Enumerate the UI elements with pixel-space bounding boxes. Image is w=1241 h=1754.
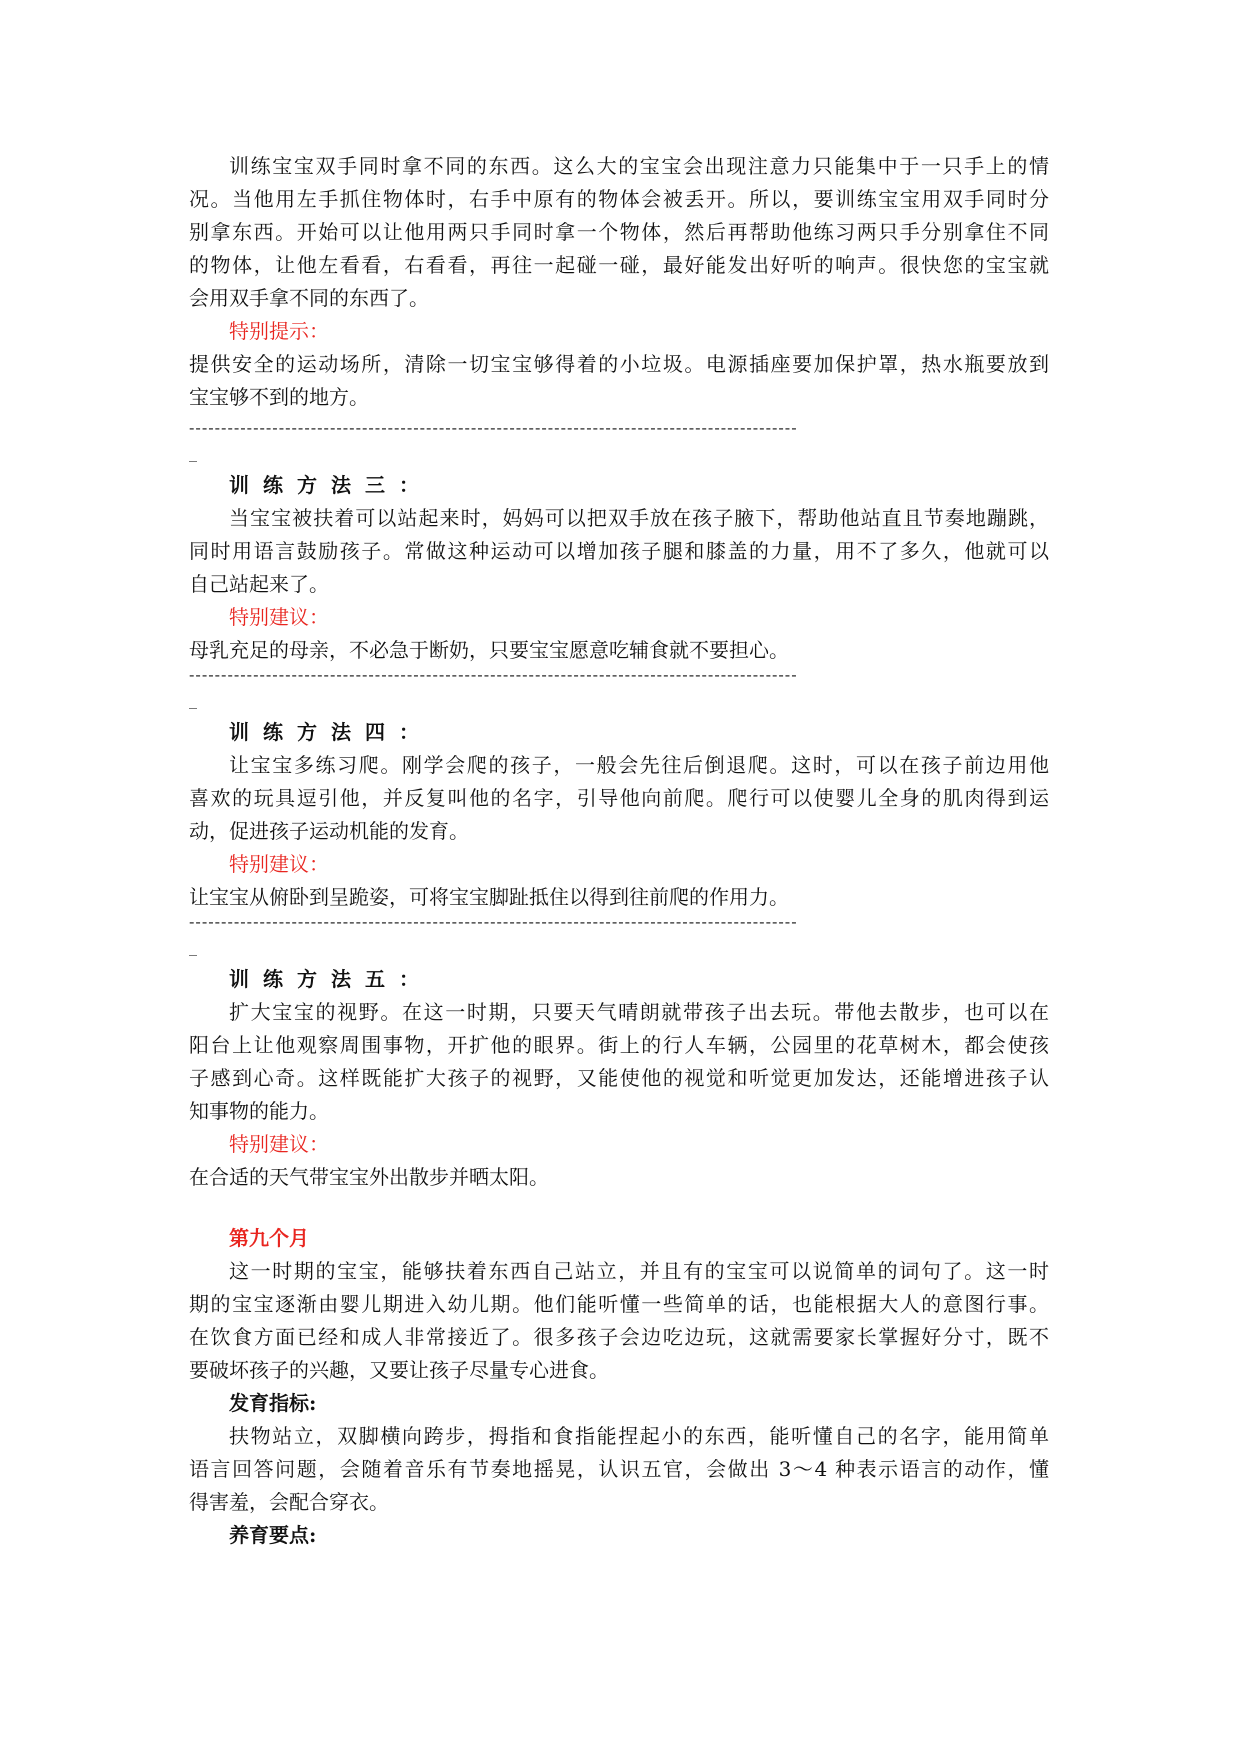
- paragraph-line: 况。当他用左手抓住物体时，右手中原有的物体会被丢开。所以，要训练宝宝用双手同时分: [189, 187, 1049, 211]
- paragraph-line: 让宝宝多练习爬。刚学会爬的孩子，一般会先往后倒退爬。这时，可以在孩子前边用他: [229, 753, 1049, 777]
- dev-text-line: 扶物站立，双脚横向跨步，拇指和食指能捏起小的东西，能听懂自己的名字，能用简单: [229, 1424, 1049, 1448]
- divider-stub: _: [189, 937, 197, 956]
- paragraph-line: 动，促进孩子运动机能的发育。: [189, 819, 469, 843]
- dev-label: 发育指标:: [229, 1391, 317, 1415]
- paragraph-line: 在饮食方面已经和成人非常接近了。很多孩子会边吃边玩，这就需要家长掌握好分寸，既不: [189, 1325, 1049, 1349]
- tip-text-line: 宝宝够不到的地方。: [189, 385, 369, 409]
- section-heading: 训练方法五：: [229, 967, 433, 991]
- section-heading: 训练方法四：: [229, 720, 433, 744]
- paragraph-line: 阳台上让他观察周围事物，开扩他的眼界。街上的行人车辆，公园里的花草树木，都会使孩: [189, 1033, 1049, 1057]
- section-divider: -----------------------------------------------------------------------------------------------: [189, 667, 798, 683]
- paragraph-line: 训练宝宝双手同时拿不同的东西。这么大的宝宝会出现注意力只能集中于一只手上的情: [229, 154, 1049, 178]
- paragraph-line: 会用双手拿不同的东西了。: [189, 286, 429, 310]
- section-divider: -----------------------------------------------------------------------------------------------: [189, 914, 798, 930]
- intro-paragraph: [189, 150, 1049, 315]
- tip-text-line: 让宝宝从俯卧到呈跪姿，可将宝宝脚趾抵住以得到往前爬的作用力。: [189, 885, 789, 909]
- paragraph-line: 子感到心奇。这样既能扩大孩子的视野，又能使他的视觉和听觉更加发达，还能增进孩子认: [189, 1066, 1049, 1090]
- paragraph-line: 期的宝宝逐渐由婴儿期进入幼儿期。他们能听懂一些简单的话，也能根据大人的意图行事。: [189, 1292, 1049, 1316]
- paragraph-line: 自己站起来了。: [189, 572, 329, 596]
- tip-label: 特别建议：: [229, 852, 329, 876]
- paragraph-line: 别拿东西。开始可以让他用两只手同时拿一个物体，然后再帮助他练习两只手分别拿住不同: [189, 220, 1049, 244]
- care-label: 养育要点:: [229, 1523, 317, 1547]
- tip-text-line: 在合适的天气带宝宝外出散步并晒太阳。: [189, 1165, 549, 1189]
- dev-text-line: 得害羞，会配合穿衣。: [189, 1490, 389, 1514]
- paragraph-line: 要破坏孩子的兴趣，又要让孩子尽量专心进食。: [189, 1358, 609, 1382]
- divider-stub: _: [189, 443, 197, 462]
- section-divider: -----------------------------------------------------------------------------------------------: [189, 420, 798, 436]
- paragraph-line: 扩大宝宝的视野。在这一时期，只要天气晴朗就带孩子出去玩。带他去散步，也可以在: [229, 1000, 1049, 1024]
- paragraph-line: 的物体，让他左看看，右看看，再往一起碰一碰，最好能发出好听的响声。很快您的宝宝就: [189, 253, 1049, 277]
- tip-label: 特别建议：: [229, 605, 329, 629]
- section-heading: 训练方法三：: [229, 473, 433, 497]
- paragraph-line: 喜欢的玩具逗引他，并反复叫他的名字，引导他向前爬。爬行可以使婴儿全身的肌肉得到运: [189, 786, 1049, 810]
- tip-label: 特别建议：: [229, 1132, 329, 1156]
- spacer: [189, 1194, 1049, 1222]
- document-body: [189, 150, 1049, 1552]
- tip-label: 特别提示：: [229, 319, 329, 343]
- tip-text-line: 母乳充足的母亲，不必急于断奶，只要宝宝愿意吃辅食就不要担心。: [189, 638, 789, 662]
- dev-text-line: 语言回答问题，会随着音乐有节奏地摇晃，认识五官，会做出 3～4 种表示语言的动作，懂: [189, 1457, 1049, 1481]
- paragraph-line: 知事物的能力。: [189, 1099, 329, 1123]
- tip-text-line: 提供安全的运动场所，清除一切宝宝够得着的小垃圾。电源插座要加保护罩，热水瓶要放到: [189, 352, 1049, 376]
- paragraph-line: 同时用语言鼓励孩子。常做这种运动可以增加孩子腿和膝盖的力量，用不了多久，他就可以: [189, 539, 1049, 563]
- month-title: 第九个月: [229, 1226, 309, 1250]
- paragraph-line: 当宝宝被扶着可以站起来时，妈妈可以把双手放在孩子腋下，帮助他站直且节奏地蹦跳，: [229, 506, 1049, 530]
- divider-stub: _: [189, 690, 197, 709]
- paragraph-line: 这一时期的宝宝，能够扶着东西自己站立，并且有的宝宝可以说简单的词句了。这一时: [229, 1259, 1049, 1283]
